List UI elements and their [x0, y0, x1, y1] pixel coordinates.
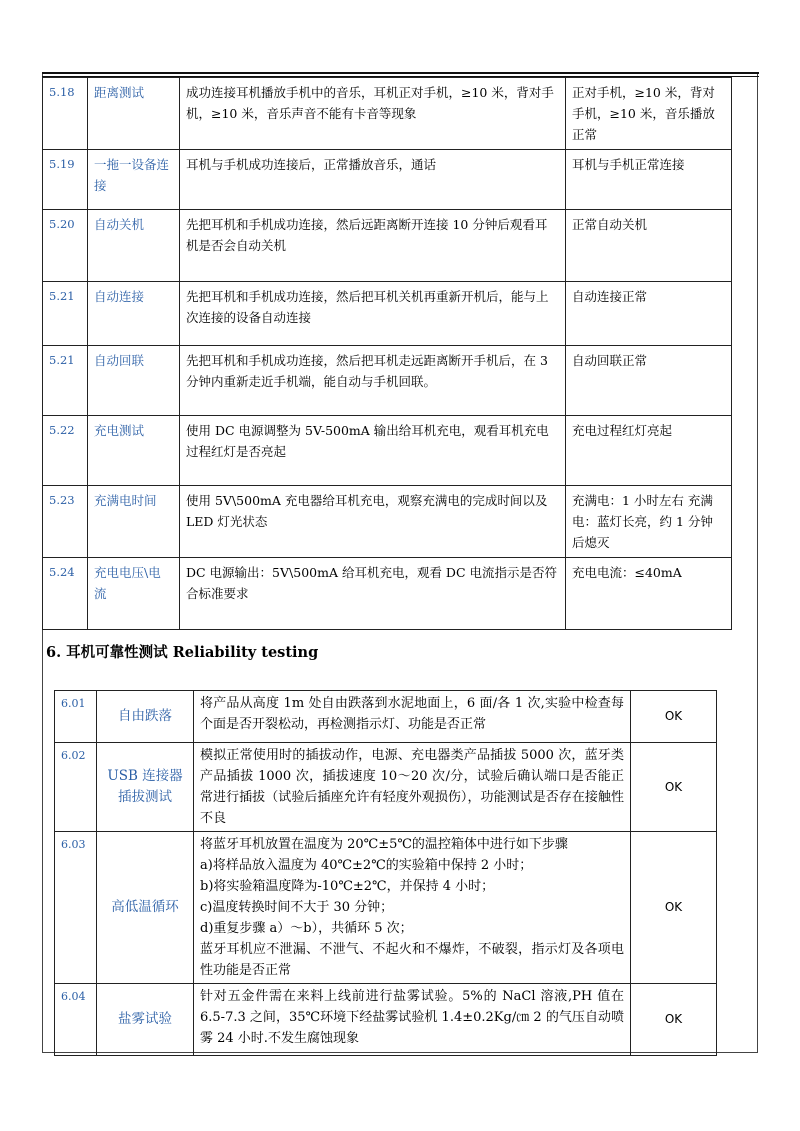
table-row [55, 691, 717, 743]
cell-desc: 成功连接耳机播放手机中的音乐，耳机正对手机，≥10 米，背对手机，≥10 米，音乐声音不能有卡音等现象 [180, 78, 566, 150]
function-test-table [42, 77, 732, 630]
cell-result: OK [631, 832, 717, 984]
cell-desc: 耳机与手机成功连接后，正常播放音乐，通话 [180, 150, 566, 210]
table-row [43, 558, 732, 630]
cell-num: 6.01 [55, 691, 97, 743]
cell-num: 6.04 [55, 984, 97, 1056]
desc-line: c)温度转换时间不大于 30 分钟； [200, 900, 394, 915]
cell-name: USB 连接器插拔测试 [97, 743, 194, 832]
cell-name: 自动回联 [88, 346, 180, 416]
cell-desc: 先把耳机和手机成功连接，然后远距离断开连接 10 分钟后观看耳机是否会自动关机 [180, 210, 566, 282]
cell-desc [194, 743, 631, 832]
cell-name: 自由跌落 [97, 691, 194, 743]
cell-num: 5.21 [43, 282, 88, 346]
cell-result: OK [631, 984, 717, 1056]
cell-name: 充电测试 [88, 416, 180, 486]
desc-line: 模拟正常使用时的插拔动作，电源、充电器类产品插拔 5000 次，蓝牙类产品插拔 1000 次，插拔速度 10～20 次/分，试验后确认端口是否能正常进行插拔（试验后插座允许有轻度外观损伤），功能测试是否存在接触性不良 [200, 748, 624, 826]
table-row [43, 416, 732, 486]
cell-name: 距离测试 [88, 78, 180, 150]
table-row [43, 210, 732, 282]
cell-name: 一拖一设备连接 [88, 150, 180, 210]
cell-result: 自动连接正常 [566, 282, 732, 346]
desc-line: 针对五金件需在来料上线前进行盐雾试验。5%的 NaCl 溶液,PH 值在 6.5-7.3 之间，35℃环境下经盐雾试验机 1.4±0.2Kg/㎝ 2 的气压自动喷雾 24 小时.不发生腐蚀现象 [200, 989, 624, 1046]
cell-num: 5.18 [43, 78, 88, 150]
desc-line: 蓝牙耳机应不泄漏、不泄气、不起火和不爆炸，不破裂，指示灯及各项电性功能是否正常 [200, 942, 624, 978]
cell-result: 充电过程红灯亮起 [566, 416, 732, 486]
reliability-test-table [54, 690, 717, 1056]
cell-result: 正常自动关机 [566, 210, 732, 282]
desc-line: 将蓝牙耳机放置在温度为 20℃±5℃的温控箱体中进行如下步骤 [200, 837, 568, 852]
desc-line: d)重复步骤 a）～b），共循环 5 次； [200, 921, 413, 936]
section-title: 6. 耳机可靠性测试 Reliability testing [46, 644, 319, 661]
table-row [43, 486, 732, 558]
cell-num: 5.19 [43, 150, 88, 210]
desc-line: 将产品从高度 1m 处自由跌落到水泥地面上，6 面/各 1 次,实验中检查每个面是否开裂松动，再检测指示灯、功能是否正常 [200, 696, 624, 732]
table-row [43, 150, 732, 210]
cell-result: OK [631, 691, 717, 743]
cell-name: 自动连接 [88, 282, 180, 346]
cell-result: 充满电：1 小时左右 充满电：蓝灯长亮，约 1 分钟后熄灭 [566, 486, 732, 558]
cell-num: 6.02 [55, 743, 97, 832]
top-rule [42, 72, 759, 74]
cell-result: 自动回联正常 [566, 346, 732, 416]
desc-line: a)将样品放入温度为 40℃±2℃的实验箱中保持 2 小时； [200, 858, 533, 873]
cell-desc [194, 832, 631, 984]
table-row [43, 78, 732, 150]
cell-desc [194, 691, 631, 743]
cell-name: 盐雾试验 [97, 984, 194, 1056]
cell-result: 充电电流：≤40mA [566, 558, 732, 630]
cell-desc [194, 984, 631, 1056]
cell-result: OK [631, 743, 717, 832]
table-row [55, 832, 717, 984]
cell-name: 充满电时间 [88, 486, 180, 558]
cell-name: 高低温循环 [97, 832, 194, 984]
cell-num: 5.20 [43, 210, 88, 282]
cell-name: 自动关机 [88, 210, 180, 282]
cell-desc: 先把耳机和手机成功连接，然后把耳机关机再重新开机后，能与上次连接的设备自动连接 [180, 282, 566, 346]
table-row [43, 346, 732, 416]
table-row [55, 984, 717, 1056]
table-row [43, 282, 732, 346]
table-row [55, 743, 717, 832]
cell-desc: DC 电源输出：5V\500mA 给耳机充电，观看 DC 电流指示是否符合标准要求 [180, 558, 566, 630]
cell-num: 5.23 [43, 486, 88, 558]
cell-result: 正对手机，≥10 米，背对手机，≥10 米，音乐播放正常 [566, 78, 732, 150]
cell-desc: 使用 DC 电源调整为 5V-500mA 输出给耳机充电，观看耳机充电过程红灯是否亮起 [180, 416, 566, 486]
desc-line: b)将实验箱温度降为-10℃±2℃，并保持 4 小时； [200, 879, 495, 894]
cell-num: 5.22 [43, 416, 88, 486]
cell-desc: 使用 5V\500mA 充电器给耳机充电，观察充满电的完成时间以及 LED 灯光状态 [180, 486, 566, 558]
cell-num: 5.21 [43, 346, 88, 416]
cell-desc: 先把耳机和手机成功连接，然后把耳机走远距离断开手机后，在 3 分钟内重新走近手机端，能自动与手机回联。 [180, 346, 566, 416]
cell-num: 6.03 [55, 832, 97, 984]
cell-name: 充电电压\电流 [88, 558, 180, 630]
cell-num: 5.24 [43, 558, 88, 630]
cell-result: 耳机与手机正常连接 [566, 150, 732, 210]
